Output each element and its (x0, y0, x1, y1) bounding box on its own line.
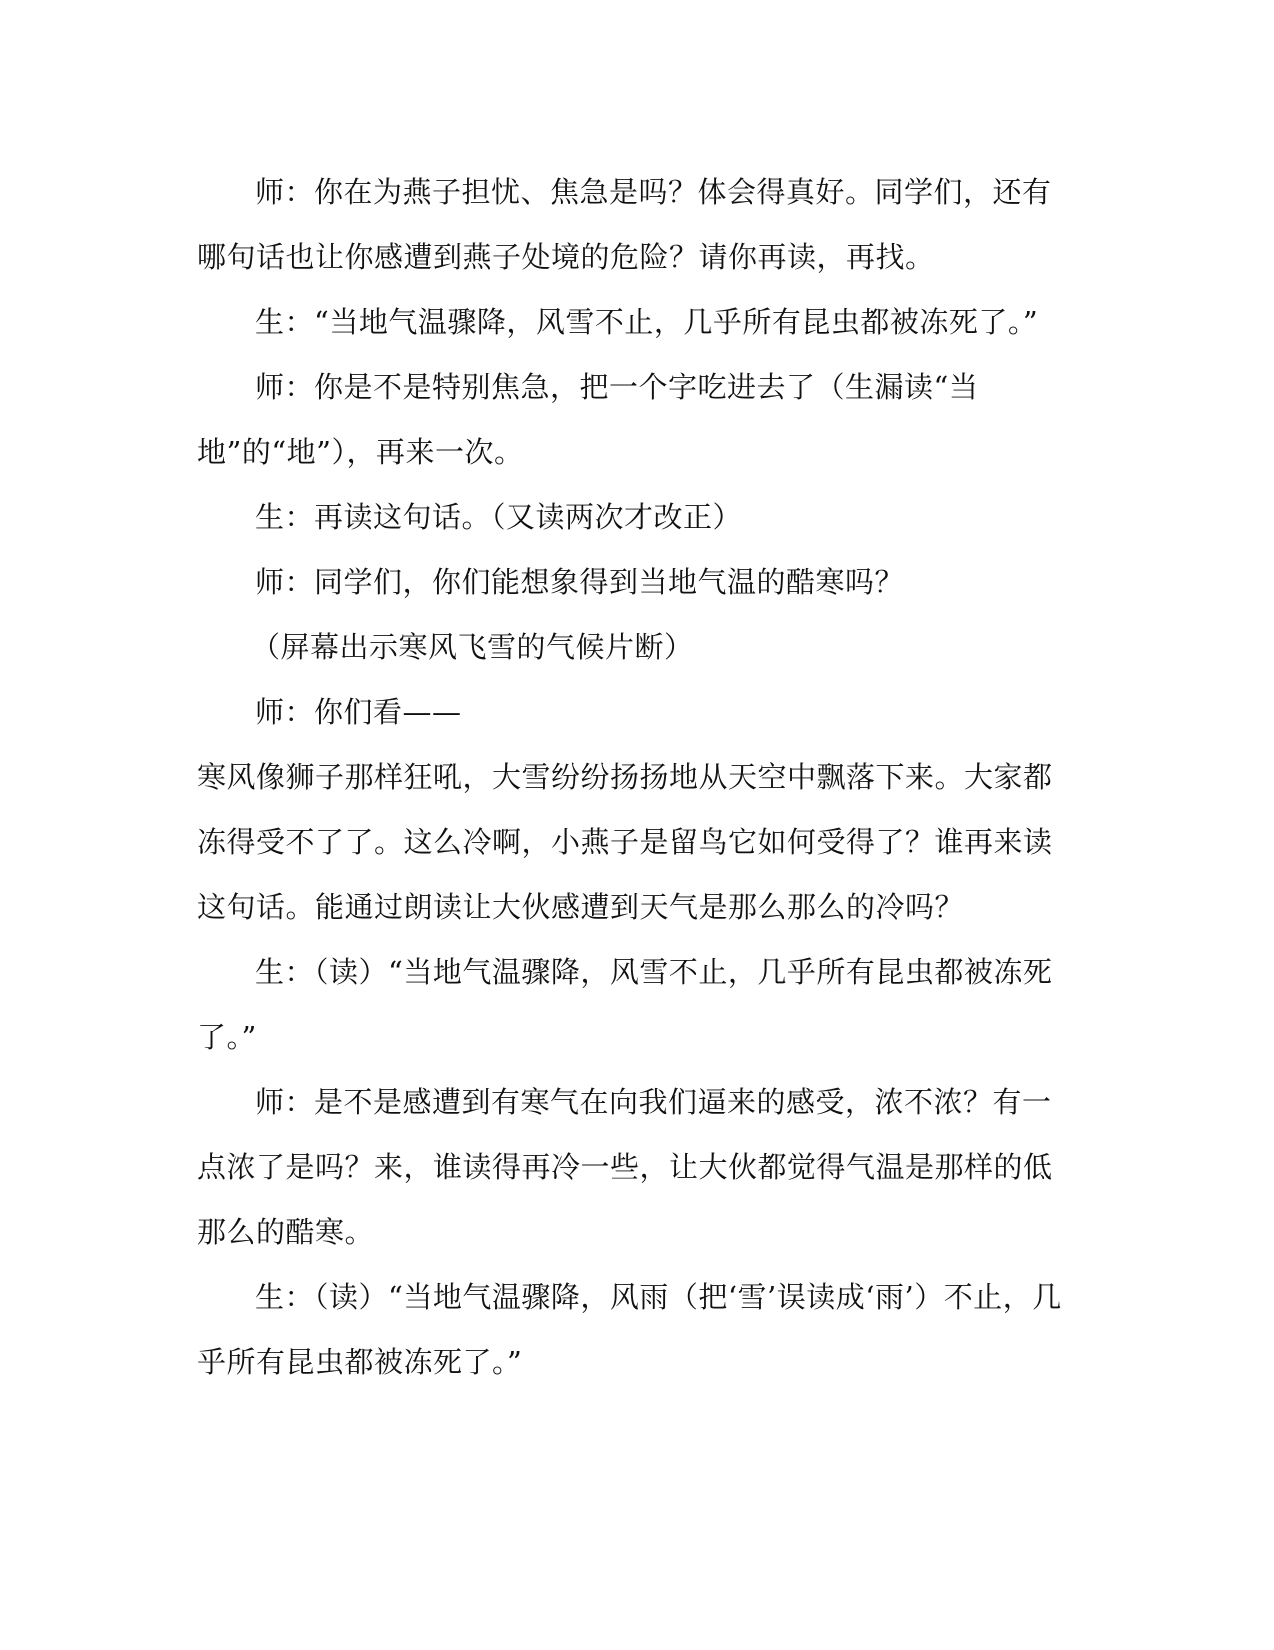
paragraph-9: 生：（读）“当地气温骤降，风雪不止，几乎所有昆虫都被冻死了。” (197, 955, 1053, 1054)
paragraph-1: 师：你在为燕子担忧、焦急是吗？体会得真好。同学们，还有哪句话也让你感遭到燕子处境的危险？请你再读，再找。 (197, 175, 1052, 274)
paragraph-2: 生：“当地气温骤降，风雪不止，几乎所有昆虫都被冻死了。” (255, 305, 1039, 339)
document-body (197, 160, 1077, 1395)
paragraph-3: 师：你是不是特别焦急，把一个字吃进去了（生漏读“当地”的“地”），再来一次。 (197, 370, 979, 469)
paragraph-7: 师：你们看—— (255, 695, 462, 729)
paragraph-11: 生：（读）“当地气温骤降，风雨（把‘雪’误读成‘雨’）不止，几乎所有昆虫都被冻死了。” (197, 1280, 1062, 1379)
paragraph-10: 师：是不是感遭到有寒气在向我们逼来的感受，浓不浓？有一点浓了是吗？来，谁读得再冷一些，让大伙都觉得气温是那样的低那么的酷寒。 (197, 1085, 1053, 1249)
paragraph-5: 师：同学们，你们能想象得到当地气温的酷寒吗？ (255, 565, 905, 599)
paragraph-4: 生：再读这句话。（又读两次才改正） (255, 500, 743, 534)
paragraph-6: （屏幕出示寒风飞雪的气候片断） (251, 630, 694, 664)
paragraph-8: 寒风像狮子那样狂吼，大雪纷纷扬扬地从天空中飘落下来。大家都冻得受不了了。这么冷啊，小燕子是留鸟它如何受得了？谁再来读这句话。能通过朗读让大伙感遭到天气是那么那么的冷吗？ (197, 760, 1053, 924)
